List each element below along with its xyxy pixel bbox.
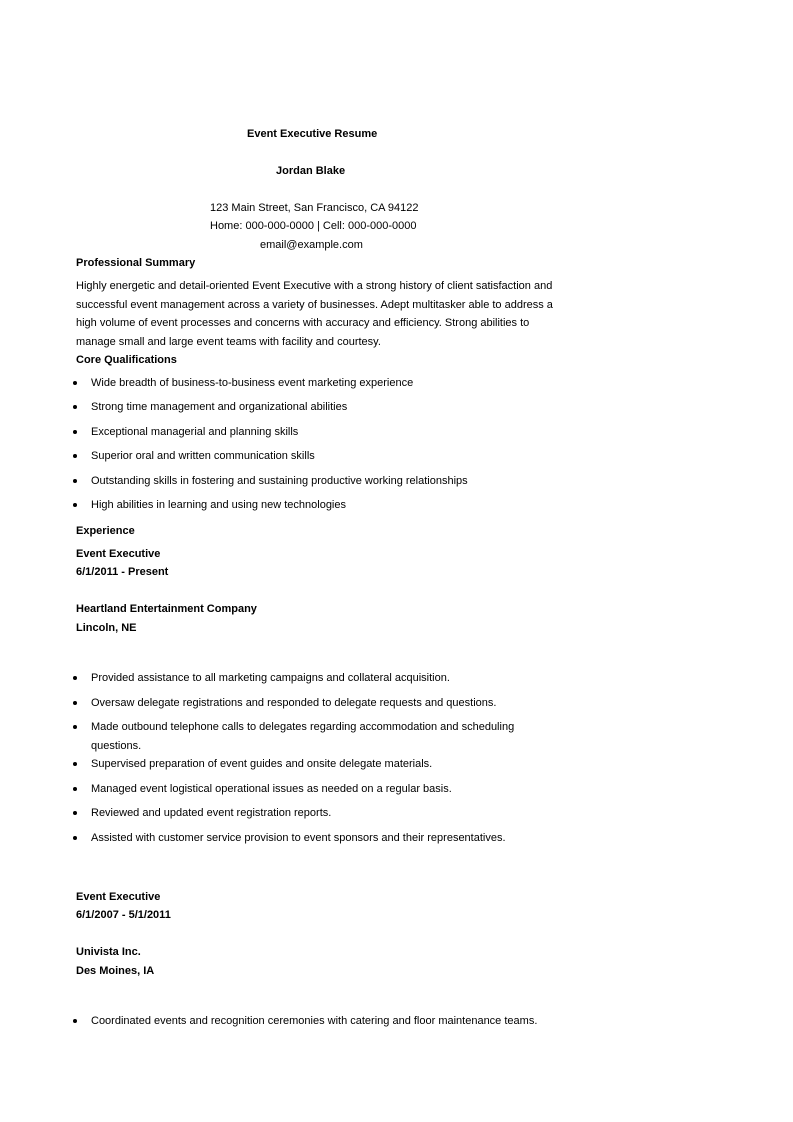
bullet-icon <box>73 836 77 840</box>
summary-line: manage small and large event teams with facility and courtesy. <box>76 335 381 348</box>
job-dates: 6/1/2007 - 5/1/2011 <box>76 909 171 921</box>
company-location: Des Moines, IA <box>76 965 155 977</box>
bullet-icon <box>73 787 77 791</box>
bullet-icon <box>73 503 77 507</box>
job-title: Event Executive <box>76 891 161 903</box>
company-location: Lincoln, NE <box>76 622 137 634</box>
phone-line: Home: 000-000-0000 | Cell: 000-000-0000 <box>210 220 417 232</box>
summary-line: high volume of event processes and concerns with accuracy and efficiency. Strong abilities to <box>76 317 530 329</box>
bullet-icon <box>73 725 77 729</box>
job-dates: 6/1/2011 - Present <box>76 566 169 578</box>
address-line: 123 Main Street, San Francisco, CA 94122 <box>210 202 419 214</box>
document-title: Event Executive Resume <box>247 128 378 140</box>
company-name: Univista Inc. <box>76 946 141 958</box>
bullet-icon <box>73 430 77 434</box>
summary-paragraph <box>76 277 553 351</box>
candidate-name: Jordan Blake <box>276 165 346 177</box>
section-heading-experience: Experience <box>76 525 135 537</box>
resume-page: Event Executive Resume Jordan Blake 123 Main Street, San Francisco, CA 94122 Home: 000-000-0000 | Cell: 000-000-0000 email@example.com Professional Summary Highly energetic and detail-oriented Event Executive with a strong history of client satisfaction and successful event management across a variety of businesses. Adept multitasker able to address a high volume of event processes and concerns with accuracy and efficiency. Strong abilities to manage small and large event teams with facility and courtesy. Core Qualifications Wide breadth of business-to-business event marketing experience Strong time management and organizational abilities Exceptional managerial and planning skills Superior oral and written communication skills Outstanding skills in fostering and sustaining productive working relationships High abilities in learning and using new technologies Experience Event Executive 6/1/2011 - Present Heartland Entertainment Company Lincoln, NE Provided assistance to all marketing campaigns and collateral acquisition. Oversaw delegate registrations and responded to delegate requests and questions. Made outbound telephone calls to delegates regarding accommodation and scheduling questions. Supervised preparation of event guides and onsite delegate materials. Managed event logistical operational issues as needed on a regular basis. Reviewed and updated event registration reports. Assisted with customer service provision to event sponsors and their representatives. Event Executive 6/1/2007 - 5/1/2011 Univista Inc. Des Moines, IA Coordinated events and recognition ceremonies with catering and floor maintenance teams. <box>0 0 793 1122</box>
bullet-icon <box>73 381 77 385</box>
bullet-icon <box>73 676 77 680</box>
bullet-icon <box>73 454 77 458</box>
bullet-icon <box>73 762 77 766</box>
summary-line: Highly energetic and detail-oriented Event Executive with a strong history of client satisfaction and <box>76 280 553 292</box>
company-name: Heartland Entertainment Company <box>76 603 257 615</box>
bullet-icon <box>73 405 77 409</box>
bullet-icon <box>73 701 77 705</box>
email-line: email@example.com <box>260 239 363 251</box>
job-title: Event Executive <box>76 548 161 560</box>
section-heading-summary: Professional Summary <box>76 257 196 269</box>
bullet-icon <box>73 1019 77 1023</box>
bullet-icon <box>73 811 77 815</box>
summary-line: successful event management across a variety of businesses. Adept multitasker able to address a <box>76 298 553 311</box>
section-heading-qualifications: Core Qualifications <box>76 354 177 366</box>
bullet-icon <box>73 479 77 483</box>
